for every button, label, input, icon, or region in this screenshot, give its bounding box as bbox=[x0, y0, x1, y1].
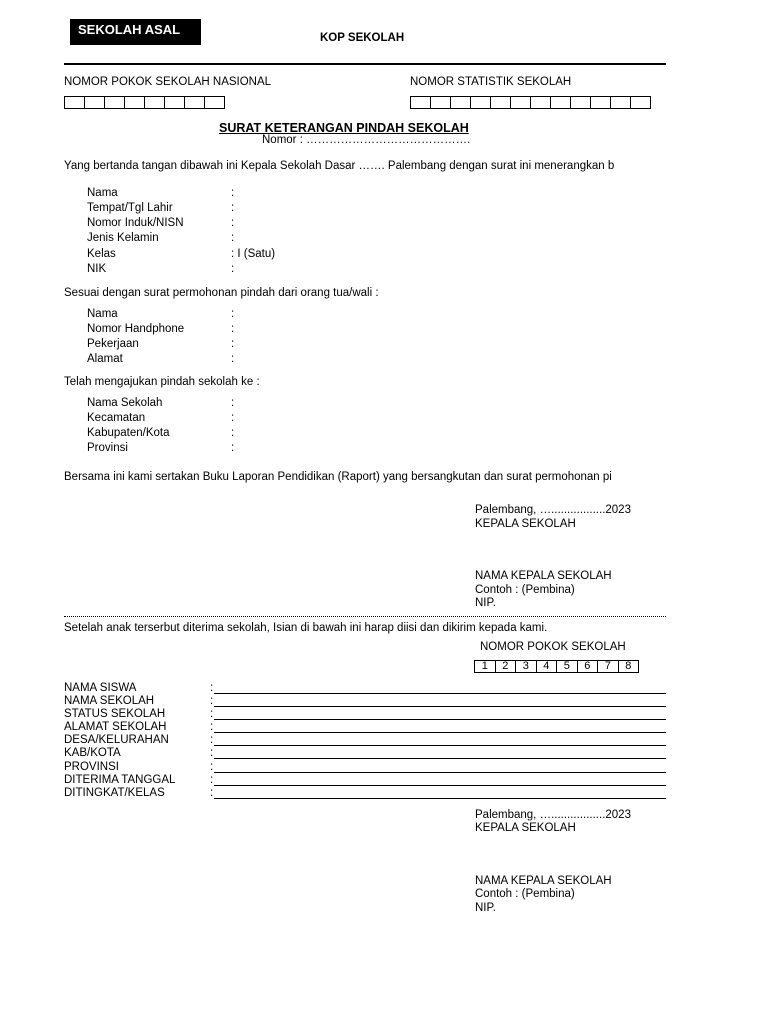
field-label: NAMA SEKOLAH bbox=[64, 695, 155, 707]
npsn-boxes bbox=[64, 96, 224, 109]
parent-field bbox=[87, 323, 234, 335]
return-field bbox=[64, 786, 216, 799]
nss-box bbox=[550, 96, 571, 109]
field-colon: : bbox=[210, 774, 214, 786]
field-value: : bbox=[231, 263, 235, 275]
student-field bbox=[87, 202, 234, 214]
field-value: : bbox=[231, 427, 235, 439]
nss-boxes bbox=[410, 96, 650, 109]
fill-line[interactable] bbox=[214, 732, 666, 733]
student-field bbox=[87, 187, 234, 199]
field-value: : bbox=[231, 338, 235, 350]
field-colon: : bbox=[210, 721, 214, 733]
field-colon: : bbox=[210, 682, 214, 694]
signature-place-date: Palembang, ….................2023 bbox=[475, 809, 631, 821]
nss-box bbox=[570, 96, 591, 109]
closing-paragraph: Bersama ini kami sertakan Buku Laporan Pendidikan (Raport) yang bersangkutan dan surat permohonan pi bbox=[64, 471, 612, 483]
field-colon: : bbox=[210, 695, 214, 707]
npsn-box bbox=[164, 96, 185, 109]
field-label: Nomor Handphone bbox=[87, 323, 185, 335]
nss-box bbox=[630, 96, 651, 109]
student-field bbox=[87, 232, 234, 244]
parent-field bbox=[87, 308, 234, 320]
field-label: DITERIMA TANGGAL bbox=[64, 774, 176, 786]
parent-field bbox=[87, 338, 234, 350]
fill-line[interactable] bbox=[214, 693, 666, 694]
nss-box bbox=[530, 96, 551, 109]
field-colon: : bbox=[210, 734, 214, 746]
return-field bbox=[64, 720, 216, 733]
nss-box bbox=[410, 96, 431, 109]
signature-name: NAMA KEPALA SEKOLAH bbox=[475, 570, 612, 582]
field-colon: : bbox=[210, 747, 214, 759]
fill-line[interactable] bbox=[214, 706, 666, 707]
signature-name: NAMA KEPALA SEKOLAH bbox=[475, 875, 612, 887]
fill-line[interactable] bbox=[214, 745, 666, 746]
field-label: Nama Sekolah bbox=[87, 397, 163, 409]
field-colon: : bbox=[210, 761, 214, 773]
field-label: Tempat/Tgl Lahir bbox=[87, 202, 173, 214]
destination-field bbox=[87, 427, 234, 439]
npsn-box bbox=[184, 96, 205, 109]
nss-box bbox=[590, 96, 611, 109]
field-value: : bbox=[231, 187, 235, 199]
npsn-box bbox=[124, 96, 145, 109]
nps-digit-box[interactable]: 6 bbox=[577, 660, 599, 673]
signature-place-date: Palembang, ….................2023 bbox=[475, 504, 631, 516]
field-label: DITINGKAT/KELAS bbox=[64, 787, 165, 799]
return-field bbox=[64, 733, 216, 746]
signature-rank: Contoh : (Pembina) bbox=[475, 888, 575, 900]
fill-line[interactable] bbox=[214, 719, 666, 720]
field-colon: : bbox=[210, 787, 214, 799]
field-label: PROVINSI bbox=[64, 761, 119, 773]
return-field bbox=[64, 773, 216, 786]
nps-number-boxes bbox=[474, 660, 638, 673]
nps-digit-box[interactable]: 2 bbox=[495, 660, 517, 673]
return-field bbox=[64, 707, 216, 720]
field-label: ALAMAT SEKOLAH bbox=[64, 721, 167, 733]
nps-digit-box[interactable]: 3 bbox=[515, 660, 537, 673]
field-label: Nama bbox=[87, 187, 118, 199]
nss-box bbox=[450, 96, 471, 109]
destination-field bbox=[87, 397, 234, 409]
npsn-label: NOMOR POKOK SEKOLAH NASIONAL bbox=[64, 76, 272, 88]
field-label: Kecamatan bbox=[87, 412, 146, 424]
destination-intro: Telah mengajukan pindah sekolah ke : bbox=[64, 376, 260, 388]
destination-field bbox=[87, 442, 234, 454]
fill-line[interactable] bbox=[214, 785, 666, 786]
field-label: Nomor Induk/NISN bbox=[87, 217, 184, 229]
nss-box bbox=[490, 96, 511, 109]
school-origin-badge: SEKOLAH ASAL bbox=[70, 19, 201, 45]
nps-digit-box[interactable]: 1 bbox=[474, 660, 496, 673]
npsn-box bbox=[84, 96, 105, 109]
nps-digit-box[interactable]: 7 bbox=[597, 660, 619, 673]
return-instruction: Setelah anak terserbut diterima sekolah, Isian di bawah ini harap diisi dan dikirim kepada kami. bbox=[64, 622, 548, 634]
field-value: : bbox=[231, 353, 235, 365]
header-divider bbox=[64, 63, 666, 65]
field-label: NIK bbox=[87, 263, 107, 275]
field-label: Jenis Kelamin bbox=[87, 232, 159, 244]
return-field bbox=[64, 746, 216, 759]
npsn-box bbox=[64, 96, 85, 109]
field-value: : bbox=[231, 442, 235, 454]
npsn-box bbox=[144, 96, 165, 109]
fill-line[interactable] bbox=[214, 798, 666, 799]
student-field bbox=[87, 263, 234, 275]
nss-box bbox=[430, 96, 451, 109]
fill-line[interactable] bbox=[214, 772, 666, 773]
nss-box bbox=[610, 96, 631, 109]
field-label: DESA/KELURAHAN bbox=[64, 734, 169, 746]
nps-digit-box[interactable]: 4 bbox=[536, 660, 558, 673]
field-value: : bbox=[231, 412, 235, 424]
signature-nip: NIP. bbox=[475, 902, 496, 914]
letterhead-label: KOP SEKOLAH bbox=[320, 32, 405, 44]
field-colon: : bbox=[210, 708, 214, 720]
signature-role: KEPALA SEKOLAH bbox=[475, 822, 576, 834]
field-label: Nama bbox=[87, 308, 118, 320]
field-label: NAMA SISWA bbox=[64, 682, 137, 694]
nss-box bbox=[470, 96, 491, 109]
field-label: Provinsi bbox=[87, 442, 128, 454]
field-value: : I (Satu) bbox=[231, 248, 276, 260]
signature-role: KEPALA SEKOLAH bbox=[475, 518, 576, 530]
nps-digit-box[interactable]: 8 bbox=[618, 660, 640, 673]
field-label: Kelas bbox=[87, 248, 116, 260]
destination-field bbox=[87, 412, 234, 424]
field-value: : bbox=[231, 397, 235, 409]
field-value: : bbox=[231, 217, 235, 229]
nss-label: NOMOR STATISTIK SEKOLAH bbox=[410, 76, 572, 88]
field-value: : bbox=[231, 232, 235, 244]
letter-title: SURAT KETERANGAN PINDAH SEKOLAH bbox=[219, 121, 469, 135]
signature-nip: NIP. bbox=[475, 597, 496, 609]
parent-intro: Sesuai dengan surat permohonan pindah dari orang tua/wali : bbox=[64, 287, 379, 299]
fill-line[interactable] bbox=[214, 758, 666, 759]
signature-rank: Contoh : (Pembina) bbox=[475, 584, 575, 596]
field-label: KAB/KOTA bbox=[64, 747, 121, 759]
parent-field bbox=[87, 353, 234, 365]
nps-digit-box[interactable]: 5 bbox=[556, 660, 578, 673]
field-value: : bbox=[231, 308, 235, 320]
field-value: : bbox=[231, 323, 235, 335]
field-value: : bbox=[231, 202, 235, 214]
letter-number: Nomor : ……………………………………. bbox=[262, 134, 471, 146]
return-field bbox=[64, 681, 216, 694]
intro-paragraph: Yang bertanda tangan dibawah ini Kepala Sekolah Dasar ……. Palembang dengan surat ini menerangkan b bbox=[64, 160, 615, 172]
nps-label: NOMOR POKOK SEKOLAH bbox=[480, 641, 626, 653]
field-label: Kabupaten/Kota bbox=[87, 427, 170, 439]
student-field bbox=[87, 248, 275, 260]
student-field bbox=[87, 217, 234, 229]
field-label: Alamat bbox=[87, 353, 123, 365]
npsn-box bbox=[204, 96, 225, 109]
return-field bbox=[64, 694, 216, 707]
return-field bbox=[64, 760, 216, 773]
cut-line bbox=[64, 616, 666, 617]
npsn-box bbox=[104, 96, 125, 109]
field-label: STATUS SEKOLAH bbox=[64, 708, 166, 720]
nss-box bbox=[510, 96, 531, 109]
field-label: Pekerjaan bbox=[87, 338, 139, 350]
